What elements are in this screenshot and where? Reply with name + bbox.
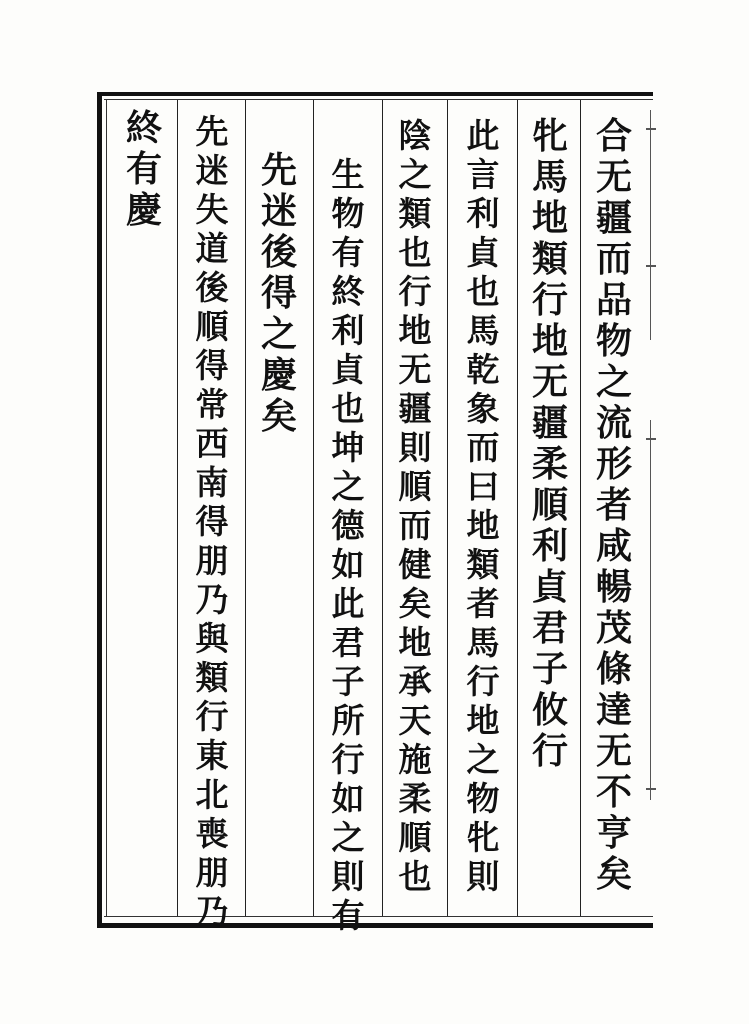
column-3-char: 乾 <box>466 350 500 389</box>
column-3-char: 馬 <box>466 311 500 350</box>
column-separator <box>382 100 383 916</box>
column-2-char: 順 <box>531 484 568 526</box>
column-4-char: 地 <box>398 311 432 350</box>
text-column-3 <box>460 116 506 896</box>
column-1-char: 不 <box>595 771 632 813</box>
column-2-char: 地 <box>531 197 568 239</box>
column-6-char: 慶 <box>260 354 297 396</box>
column-3-char: 者 <box>466 584 500 623</box>
gutter-line-lower <box>650 420 651 800</box>
column-4-char: 地 <box>398 623 432 662</box>
column-6-char: 迷 <box>260 190 297 232</box>
column-5-char: 子 <box>331 662 365 701</box>
column-4-char: 也 <box>398 233 432 272</box>
column-2-char: 類 <box>531 238 568 280</box>
column-4-char: 健 <box>398 545 432 584</box>
column-3-char: 象 <box>466 389 500 428</box>
column-2-char: 貞 <box>531 566 568 608</box>
column-3-char: 貞 <box>466 233 500 272</box>
column-7-char: 朋 <box>195 541 229 580</box>
column-5-char: 德 <box>331 506 365 545</box>
column-separator <box>313 100 314 916</box>
column-4-char: 天 <box>398 701 432 740</box>
column-5-char: 如 <box>331 545 365 584</box>
column-3-char: 牝 <box>466 818 500 857</box>
column-1-char: 矣 <box>595 853 632 895</box>
text-column-4 <box>392 116 438 896</box>
column-5-char: 物 <box>331 194 365 233</box>
column-5-char: 貞 <box>331 350 365 389</box>
column-8-char: 有 <box>125 148 162 190</box>
column-4-char: 順 <box>398 467 432 506</box>
column-1-char: 暢 <box>595 566 632 608</box>
column-5-char: 利 <box>331 311 365 350</box>
column-7-char: 常 <box>195 385 229 424</box>
column-4-char: 順 <box>398 818 432 857</box>
text-column-1 <box>591 116 637 895</box>
column-8-char: 慶 <box>125 189 162 231</box>
column-7-char: 東 <box>195 736 229 775</box>
column-7-char: 道 <box>195 229 229 268</box>
column-7-char: 與 <box>195 619 229 658</box>
column-4-char: 之 <box>398 155 432 194</box>
column-3-char: 物 <box>466 779 500 818</box>
column-4-char: 而 <box>398 506 432 545</box>
column-2-char: 地 <box>531 320 568 362</box>
column-5-char: 終 <box>331 272 365 311</box>
column-7-char: 喪 <box>195 814 229 853</box>
column-2-char: 君 <box>531 607 568 649</box>
column-3-char: 言 <box>466 155 500 194</box>
column-4-char: 則 <box>398 428 432 467</box>
column-separator <box>517 100 518 916</box>
column-1-char: 形 <box>595 443 632 485</box>
column-7-char: 先 <box>195 112 229 151</box>
column-7-char: 北 <box>195 775 229 814</box>
gutter-line-upper <box>650 110 651 340</box>
column-2-char: 利 <box>531 525 568 567</box>
column-5-char: 所 <box>331 701 365 740</box>
column-5-char: 有 <box>331 233 365 272</box>
column-7-char: 朋 <box>195 853 229 892</box>
gutter-mark <box>646 788 656 790</box>
column-5-char: 生 <box>331 155 365 194</box>
column-7-char: 南 <box>195 463 229 502</box>
column-4-char: 施 <box>398 740 432 779</box>
column-5-char: 君 <box>331 623 365 662</box>
column-2-char: 无 <box>531 361 568 403</box>
column-5-char: 有 <box>331 896 365 935</box>
column-7-char: 後 <box>195 268 229 307</box>
column-3-char: 地 <box>466 506 500 545</box>
column-1-char: 茂 <box>595 607 632 649</box>
column-5-char: 此 <box>331 584 365 623</box>
column-2-char: 行 <box>531 730 568 772</box>
column-6-char: 之 <box>260 313 297 355</box>
column-1-char: 疆 <box>595 197 632 239</box>
column-3-char: 類 <box>466 545 500 584</box>
column-4-char: 矣 <box>398 584 432 623</box>
column-7-char: 失 <box>195 190 229 229</box>
column-3-char: 曰 <box>466 467 500 506</box>
column-6-char: 後 <box>260 231 297 273</box>
column-separator <box>177 100 178 916</box>
column-2-char: 柔 <box>531 443 568 485</box>
column-2-char: 攸 <box>531 689 568 731</box>
column-4-char: 類 <box>398 194 432 233</box>
column-5-char: 之 <box>331 467 365 506</box>
gutter-mark <box>646 128 656 130</box>
column-7-char: 得 <box>195 346 229 385</box>
column-4-char: 疆 <box>398 389 432 428</box>
gutter-mark <box>646 265 656 267</box>
column-7-char: 類 <box>195 658 229 697</box>
column-3-char: 此 <box>466 116 500 155</box>
text-column-6 <box>256 150 302 437</box>
column-3-char: 也 <box>466 272 500 311</box>
column-7-char: 得 <box>195 502 229 541</box>
column-5-char: 之 <box>331 818 365 857</box>
frame-inner-bottom-rule <box>104 916 653 917</box>
column-1-char: 合 <box>595 115 632 157</box>
column-1-char: 達 <box>595 689 632 731</box>
column-3-char: 而 <box>466 428 500 467</box>
column-5-char: 坤 <box>331 428 365 467</box>
column-4-char: 承 <box>398 662 432 701</box>
column-3-char: 行 <box>466 662 500 701</box>
column-3-char: 則 <box>466 857 500 896</box>
frame-inner-left-rule <box>106 99 107 917</box>
column-7-char: 乃 <box>195 580 229 619</box>
column-5-char: 則 <box>331 857 365 896</box>
column-1-char: 流 <box>595 402 632 444</box>
text-column-2 <box>527 116 573 772</box>
column-2-char: 牝 <box>531 115 568 157</box>
column-7-char: 乃 <box>195 892 229 931</box>
column-2-char: 行 <box>531 279 568 321</box>
column-6-char: 先 <box>260 149 297 191</box>
column-1-char: 无 <box>595 730 632 772</box>
column-5-char: 如 <box>331 779 365 818</box>
column-1-char: 而 <box>595 238 632 280</box>
column-separator <box>245 100 246 916</box>
column-4-char: 柔 <box>398 779 432 818</box>
column-4-char: 也 <box>398 857 432 896</box>
column-1-char: 物 <box>595 320 632 362</box>
column-3-char: 利 <box>466 194 500 233</box>
column-1-char: 者 <box>595 484 632 526</box>
column-6-char: 得 <box>260 272 297 314</box>
text-column-8 <box>121 108 167 231</box>
column-1-char: 无 <box>595 156 632 198</box>
column-2-char: 疆 <box>531 402 568 444</box>
column-6-char: 矣 <box>260 395 297 437</box>
column-1-char: 咸 <box>595 525 632 567</box>
column-4-char: 无 <box>398 350 432 389</box>
frame-inner-top-rule <box>104 99 653 100</box>
column-5-char: 也 <box>331 389 365 428</box>
text-column-5 <box>325 155 371 935</box>
column-5-char: 行 <box>331 740 365 779</box>
column-1-char: 之 <box>595 361 632 403</box>
column-7-char: 西 <box>195 424 229 463</box>
column-8-char: 終 <box>125 107 162 149</box>
column-7-char: 行 <box>195 697 229 736</box>
column-separator <box>580 100 581 916</box>
column-1-char: 亨 <box>595 812 632 854</box>
column-3-char: 地 <box>466 701 500 740</box>
column-1-char: 條 <box>595 648 632 690</box>
column-separator <box>447 100 448 916</box>
column-3-char: 之 <box>466 740 500 779</box>
column-2-char: 馬 <box>531 156 568 198</box>
column-4-char: 行 <box>398 272 432 311</box>
column-3-char: 馬 <box>466 623 500 662</box>
text-column-7 <box>189 112 235 931</box>
column-4-char: 陰 <box>398 116 432 155</box>
gutter-mark <box>646 438 656 440</box>
column-7-char: 順 <box>195 307 229 346</box>
column-7-char: 迷 <box>195 151 229 190</box>
column-2-char: 子 <box>531 648 568 690</box>
column-1-char: 品 <box>595 279 632 321</box>
